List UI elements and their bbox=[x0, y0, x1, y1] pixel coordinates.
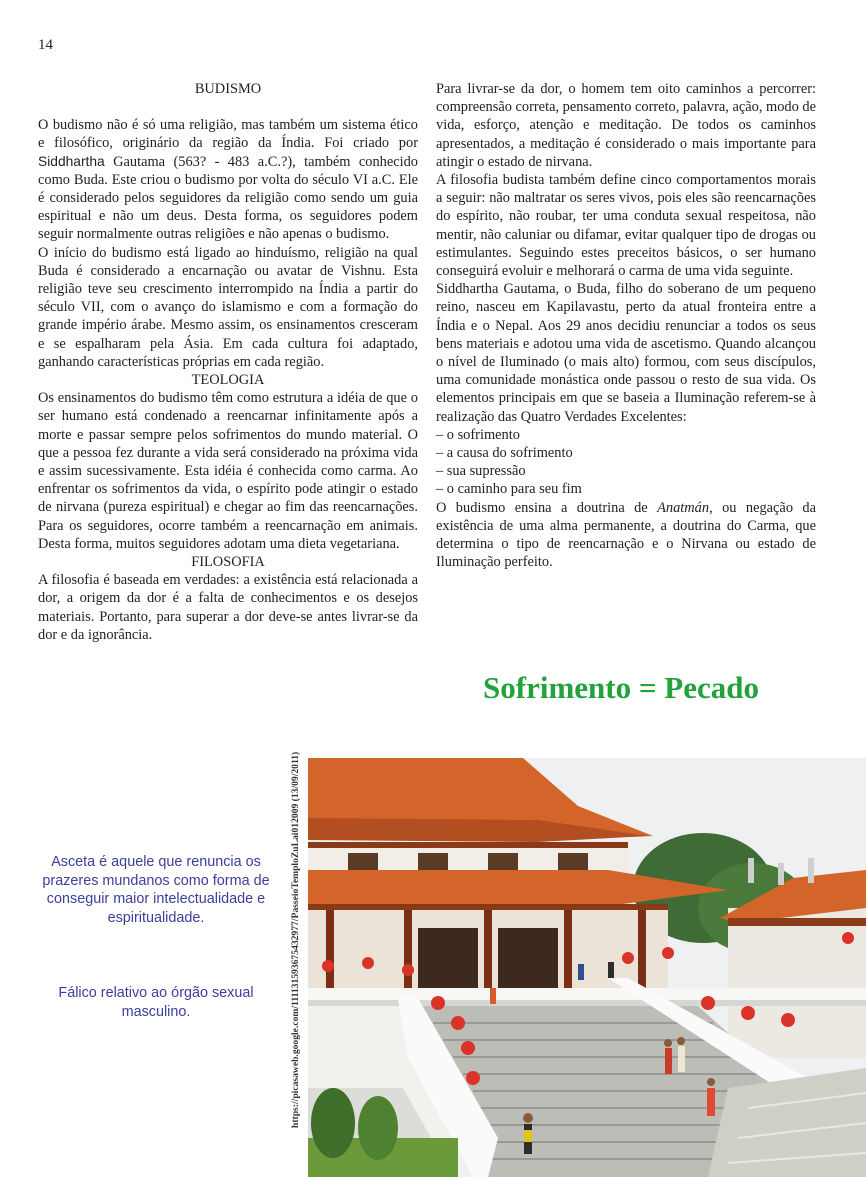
truth-item-2: – a causa do sofrimento bbox=[436, 445, 573, 462]
anatman-paragraph bbox=[436, 499, 816, 572]
truth-item-3: – sua supressão bbox=[436, 463, 526, 480]
right-column bbox=[436, 80, 816, 571]
teologia-paragraph: Os ensinamentos do budismo têm como estrutura a idéia de que o ser humano está condenado a reencarnar infinitamente após a morte e passar sempre pelos sofrimentos do mundo material. O que a pessoa fez durante a vida será considerado na próxima vida e assim sucessivamente. Esta idéia é conhecida como carma. Ao enfrentar os sofrimentos da vida, o espírito pode atingir o estado de nirvana (pureza espiritual) e chegar ao fim das reencarnações. Para os seguidores, ocorre também a reencarnação em animais. Desta forma, muitos seguidores adotam uma dieta vegetariana. bbox=[38, 390, 418, 552]
photo-credit: https://picasaweb.google.com/111131593675432977/PasseioTemploZuLai012009 (13/09/2011) bbox=[290, 751, 301, 1128]
temple-photo bbox=[308, 758, 866, 1177]
page-number: 14 bbox=[38, 37, 53, 53]
intro-paragraph-2: O início do budismo está ligado ao hinduísmo, religião na qual Buda é considerado a encarnação ou avatar de Vishnu. Esta religião teve seu crescimento interrompido na Índia a partir do século VII, com o avanço do islamismo e com a formação do grande império árabe. Mesmo assim, os ensinamentos cresceram e se espalharam pela Ásia. Em cada cultura foi adaptado, ganhando características próprias em cada região. bbox=[38, 244, 418, 370]
heading-filosofia: FILOSOFIA bbox=[191, 554, 265, 571]
intro-paragraph-1 bbox=[38, 116, 418, 243]
filosofia-paragraph: A filosofia é baseada em verdades: a existência está relacionada a dor, a origem da dor é a falta de conhecimentos e os desejos materiais. Portanto, para superar a dor deve-se antes livrar-se da dor e da ignorância. bbox=[38, 572, 418, 643]
anatman-text-start: O budismo ensina a doutrina de bbox=[436, 499, 658, 516]
five-behaviours-paragraph: A filosofia budista também define cinco comportamentos morais a seguir: não maltratar os seres vivos, pois eles são reencarnações do espírito, não roubar, ter uma conduta sexual respeitosa, não mentir, não caluniar ou difamar, evitar qualquer tipo de drogas ou estimulantes. Seguindo estes preceitos básicos, o ser humano conseguirá evoluir e melhorará o carma de uma vida seguinte. bbox=[436, 172, 816, 280]
heading-teologia: TEOLOGIA bbox=[191, 372, 265, 389]
temple-illustration bbox=[308, 758, 866, 1177]
heading-budismo: BUDISMO bbox=[194, 81, 262, 97]
siddhartha-link[interactable]: Siddhartha bbox=[38, 153, 105, 169]
truth-item-1: – o sofrimento bbox=[436, 426, 520, 443]
intro-text-start: O budismo não é só uma religião, mas também um sistema ético e filosófico, originário da região da Índia. Foi criado por bbox=[38, 117, 418, 152]
truth-item-4: – o caminho para seu fim bbox=[436, 481, 582, 498]
left-column bbox=[38, 80, 418, 644]
falico-note: Fálico relativo ao órgão sexual masculino. bbox=[58, 985, 254, 1020]
eight-paths-paragraph: Para livrar-se da dor, o homem tem oito caminhos a percorrer: compreensão correta, pensamento correto, palavra, ação, modo de vida, esforço, atenção e meditação. De todos os caminhos apresentados, a meditação é considerado o mais importante para atingir o estado de nirvana. bbox=[436, 81, 816, 170]
intro-text-end: Gautama (563? - 483 a.C.?), também conhecido como Buda. Este criou o budismo por volta do século VI a.C. Ele é considerado pelos seguidores da religião como sendo um guia espiritual e não um deus. Desta forma, os seguidores podem seguir normalmente outras religiões e não apenas o budismo. bbox=[38, 153, 418, 243]
asceta-note: Asceta é aquele que renuncia os prazeres mundanos como forma de conseguir maior intelectualidade e espiritualidade. bbox=[42, 854, 270, 926]
slogan-heading: Sofrimento = Pecado bbox=[483, 670, 759, 705]
anatman-term: Anatmán, bbox=[657, 499, 713, 516]
siddhartha-paragraph: Siddhartha Gautama, o Buda, filho do soberano de um pequeno reino, nasceu em Kapilavastu, perto da atual fronteira entre a Índia e o Nepal. Aos 29 anos decidiu renunciar a todos os seus bens materiais e adotou uma vida de ascetismo. Quando alcançou o nível de Iluminado (o mais alto) formou, com seus discípulos, uma comunidade monástica onde passou o resto de sua vida. Os elementos principais em que se baseia a Iluminação referem-se à realização das Quatro Verdades Excelentes: bbox=[436, 281, 816, 425]
anatman-text-end: ou negação da existência de uma alma permanente, a doutrina do Carma, que determina o tipo de reencarnação e o Nirvana ou estado de Iluminação perfeito. bbox=[436, 499, 817, 571]
spacer bbox=[38, 98, 418, 116]
